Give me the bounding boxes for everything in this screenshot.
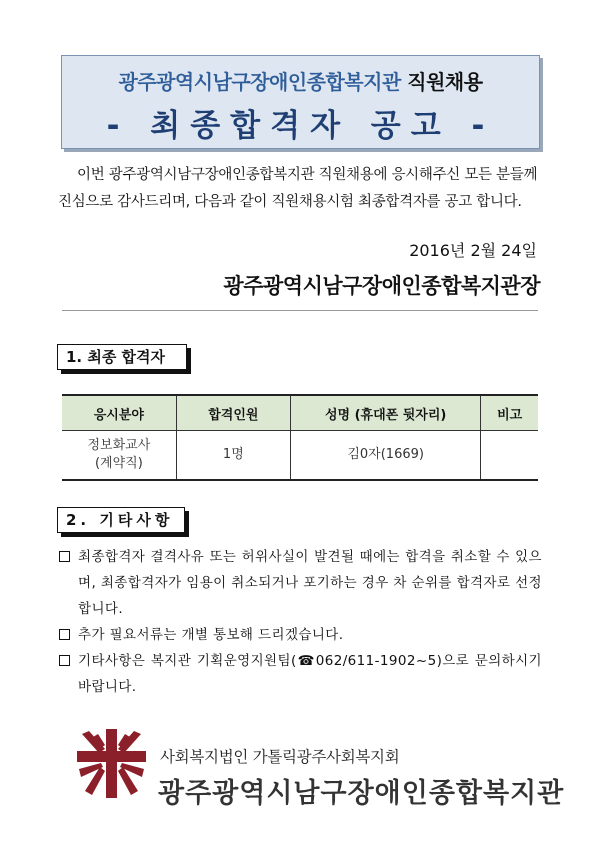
cell-name: 김0자(1669) [290,431,480,481]
caritas-cross-logo-icon [77,729,146,798]
list-item [58,622,542,648]
checkbox-icon [59,655,70,666]
header-note: 비고 [481,395,538,431]
section-other-heading: 2. 기타사항 [57,507,185,533]
checkbox-icon [59,551,70,562]
footer-parent-org: 사회복지법인 가톨릭광주사회복지회 [160,748,400,766]
header-count: 합격인원 [176,395,290,431]
intro-paragraph [58,162,543,216]
footer-org-name: 광주광역시남구장애인종합복지관 [158,778,565,809]
table-row [62,431,538,481]
intro-line-2: 진심으로 감사드리며, 다음과 같이 직원채용시험 최종합격자를 공고 합니다. [58,194,522,210]
note-text: 추가 필요서류는 개별 통보해 드리겠습니다. [78,627,344,643]
title-line1 [62,66,539,95]
section-final-passers-heading: 1. 최종 합격자 [57,344,187,370]
cell-field [62,431,176,481]
org-signature: 광주광역시남구장애인종합복지관장 [223,274,540,298]
note-text: 기타사항은 복지관 기획운영지원팀(☎062/611-1902~5)으로 문의하시기 바랍니다. [78,653,542,695]
notes-list [58,544,542,700]
intro-line-1: 이번 광주광역시남구장애인종합복지관 직원채용에 응시해주신 모든 분들께 [77,167,538,183]
table-header-row [62,395,538,431]
title-box [61,55,540,149]
title-announcement: - 최종합격자 공고 - [106,108,495,144]
title-recruit: 직원채용 [407,70,483,94]
header-field: 응시분야 [62,395,176,431]
cell-field-line1: 정보화교사 [87,438,151,453]
cell-note [481,431,538,481]
announcement-date: 2016년 2월 24일 [409,241,537,260]
cell-count: 1명 [176,431,290,481]
cell-field-line2: (계약직) [94,456,143,471]
checkbox-icon [59,629,70,640]
divider [62,310,538,311]
header-name: 성명 (휴대폰 뒷자리) [290,395,480,431]
list-item [58,648,542,700]
title-org: 광주광역시남구장애인종합복지관 [118,70,401,94]
result-table [62,394,538,481]
note-text: 최종합격자 결격사유 또는 허위사실이 발견될 때에는 합격을 취소할 수 있으며, 최종합격자가 임용이 취소되거나 포기하는 경우 차 순위를 합격자로 선정합니다. [78,549,542,617]
list-item [58,544,542,622]
